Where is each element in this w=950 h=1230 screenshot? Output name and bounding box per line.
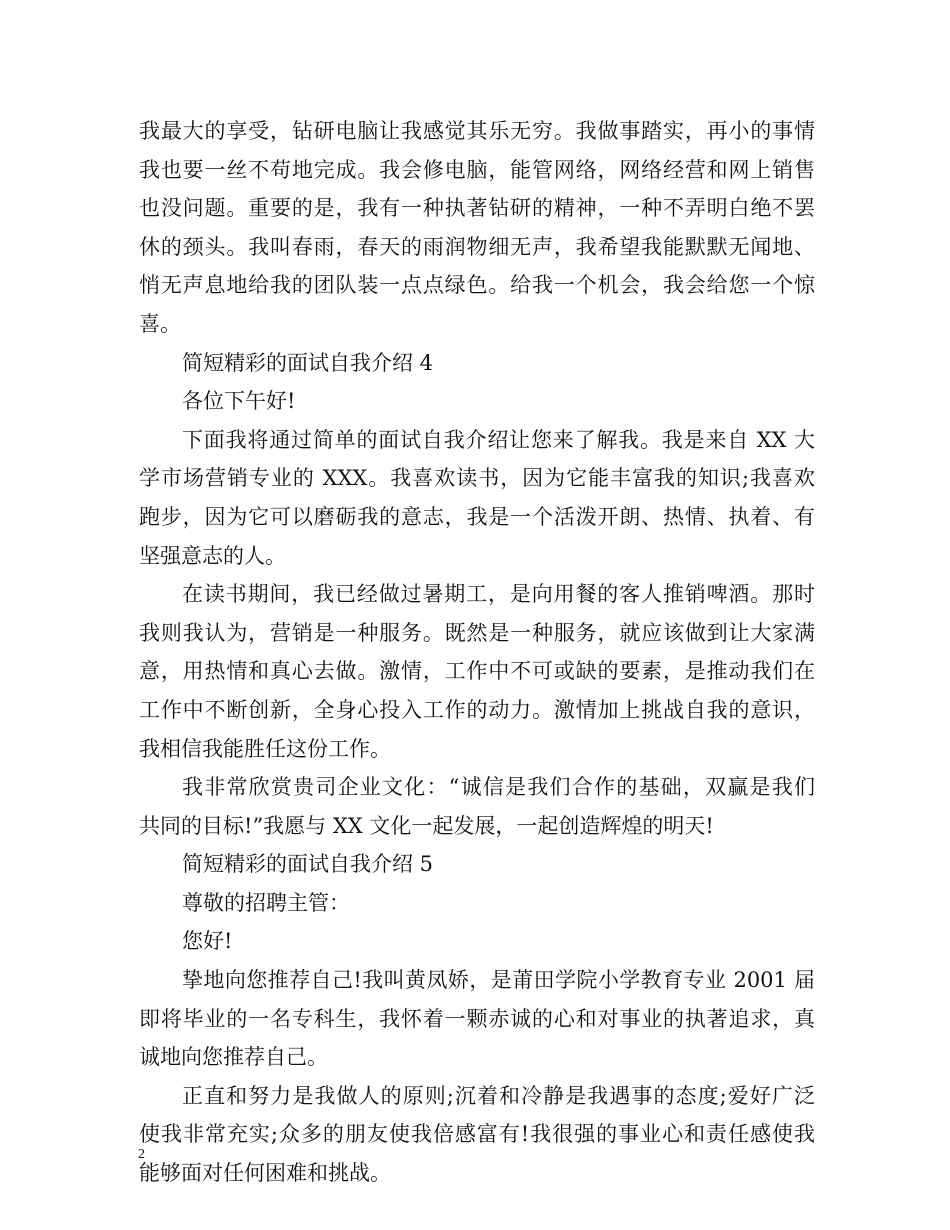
text-line: 使我非常充实;众多的朋友使我倍感富有!我很强的事业心和责任感使我 bbox=[139, 1122, 815, 1147]
text-line: 简短精彩的面试自我介绍 4 bbox=[182, 350, 434, 375]
text-line: 喜。 bbox=[139, 311, 181, 336]
text-line: 诚地向您推荐自己。 bbox=[139, 1045, 328, 1070]
text-line: 在读书期间，我已经做过暑期工，是向用餐的客人推销啤酒。那时 bbox=[182, 582, 815, 607]
text-line: 跑步，因为它可以磨砺我的意志，我是一个活泼开朗、热情、执着、有 bbox=[139, 504, 815, 529]
text-line: 您好! bbox=[182, 929, 233, 954]
text-line: 工作中不断创新，全身心投入工作的动力。激情加上挑战自我的意识， bbox=[139, 697, 815, 722]
text-line: 即将毕业的一名专科生，我怀着一颗赤诚的心和对事业的执著追求，真 bbox=[139, 1006, 815, 1031]
text-line: 我相信我能胜任这份工作。 bbox=[139, 736, 391, 761]
text-line: 简短精彩的面试自我介绍 5 bbox=[182, 852, 434, 877]
text-line: 我也要一丝不苟地完成。我会修电脑，能管网络，网络经营和网上销售 bbox=[139, 157, 815, 182]
text-line: 意，用热情和真心去做。激情，工作中不可或缺的要素，是推动我们在 bbox=[139, 659, 815, 684]
text-line: 悄无声息地给我的团队装一点点绿色。给我一个机会，我会给您一个惊 bbox=[139, 273, 815, 298]
text-line: 挚地向您推荐自己!我叫黄凤娇，是莆田学院小学教育专业 2001 届 bbox=[182, 968, 815, 993]
text-line: 也没问题。重要的是，我有一种执著钻研的精神，一种不弄明白绝不罢 bbox=[139, 196, 815, 221]
text-line: 学市场营销专业的 XXX。我喜欢读书，因为它能丰富我的知识;我喜欢 bbox=[139, 466, 815, 491]
text-line: 休的颈头。我叫春雨，春天的雨润物细无声，我希望我能默默无闻地、 bbox=[139, 234, 815, 259]
text-line: 能够面对任何困难和挑战。 bbox=[139, 1161, 391, 1186]
text-line: 正直和努力是我做人的原则;沉着和冷静是我遇事的态度;爱好广泛 bbox=[182, 1083, 815, 1108]
text-line: 下面我将通过简单的面试自我介绍让您来了解我。我是来自 XX 大 bbox=[182, 427, 815, 452]
text-line: 尊敬的招聘主管： bbox=[182, 890, 350, 915]
text-line: 我则我认为，营销是一种服务。既然是一种服务，就应该做到让大家满 bbox=[139, 620, 815, 645]
text-line: 我非常欣赏贵司企业文化：“诚信是我们合作的基础，双赢是我们 bbox=[182, 775, 815, 800]
text-line: 各位下午好! bbox=[182, 389, 296, 414]
text-line: 我最大的享受，钻研电脑让我感觉其乐无穷。我做事踏实，再小的事情 bbox=[139, 119, 815, 143]
body-text bbox=[139, 112, 815, 1193]
text-line: 坚强意志的人。 bbox=[139, 543, 286, 568]
text-line: 共同的目标!”我愿与 XX 文化一起发展，一起创造辉煌的明天! bbox=[139, 813, 714, 838]
page-number: 2 bbox=[138, 1147, 145, 1162]
